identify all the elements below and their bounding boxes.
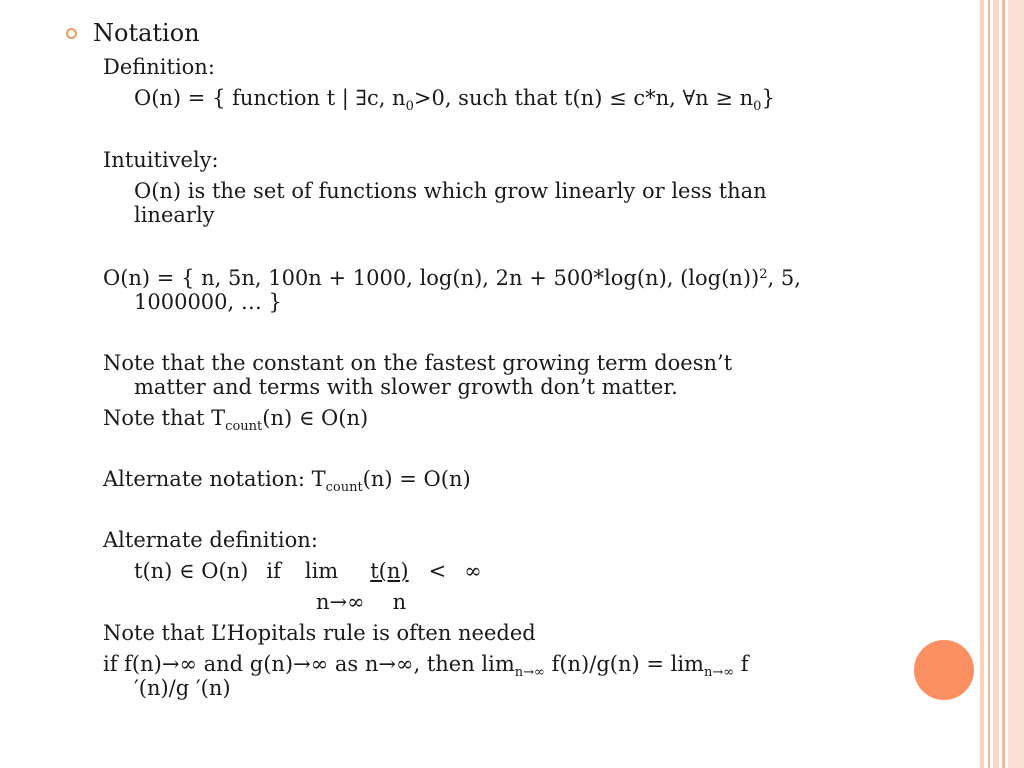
lhopital-rule-line2: ′(n)/g ′(n) bbox=[134, 676, 231, 700]
stripe bbox=[993, 0, 999, 768]
definition-formula: O(n) = { function t | ∃c, $n_0>0$, such that t(n) ≤ c*n, ∀n ≥ $n_0$} bbox=[134, 86, 775, 114]
limit-subscript: n→∞ n bbox=[316, 590, 407, 614]
note-constant-line1: Note that the constant on the fastest growing term doesn’t bbox=[103, 351, 733, 375]
decorative-circle bbox=[914, 640, 974, 700]
stripe bbox=[1008, 0, 1024, 768]
lhopital-rule-line1: if f(n)→∞ and g(n)→∞ as n→∞, then $\lim_{n\to\infty} f(n)/g(n) = \lim_{n\to\infty} f$ bbox=[103, 652, 749, 680]
stripe bbox=[980, 0, 984, 768]
intuitive-text-line1: O(n) is the set of functions which grow linearly or less than bbox=[134, 179, 767, 203]
definition-label: Definition: bbox=[103, 55, 215, 79]
set-example-line2: 1000000, … } bbox=[134, 290, 282, 314]
limit-formula: t(n) ∈ O(n) if lim t(n) < ∞ bbox=[134, 559, 482, 583]
set-example-line1: O(n) = { n, 5n, 100n + 1000, log(n), 2n + 500*log(n), $(\log(n))^2$, 5, bbox=[103, 266, 801, 290]
intuitively-label: Intuitively: bbox=[103, 148, 219, 172]
note-constant-line2: matter and terms with slower growth don’t matter. bbox=[134, 375, 678, 399]
alternate-definition-label: Alternate definition: bbox=[103, 528, 318, 552]
bullet-circle-icon bbox=[66, 28, 77, 39]
slide-heading: Notation bbox=[93, 19, 200, 47]
intuitive-text-line2: linearly bbox=[134, 203, 215, 227]
stripe bbox=[988, 0, 990, 768]
decorative-stripes bbox=[980, 0, 1024, 768]
alternate-notation: Alternate notation: $T_{count}(n) = O(n)$ bbox=[103, 467, 471, 495]
stripe bbox=[1002, 0, 1005, 768]
lhopital-note: Note that L’Hopitals rule is often needed bbox=[103, 621, 536, 645]
note-tcount: Note that $T_{count}(n)$ ∈ O(n) bbox=[103, 406, 369, 434]
